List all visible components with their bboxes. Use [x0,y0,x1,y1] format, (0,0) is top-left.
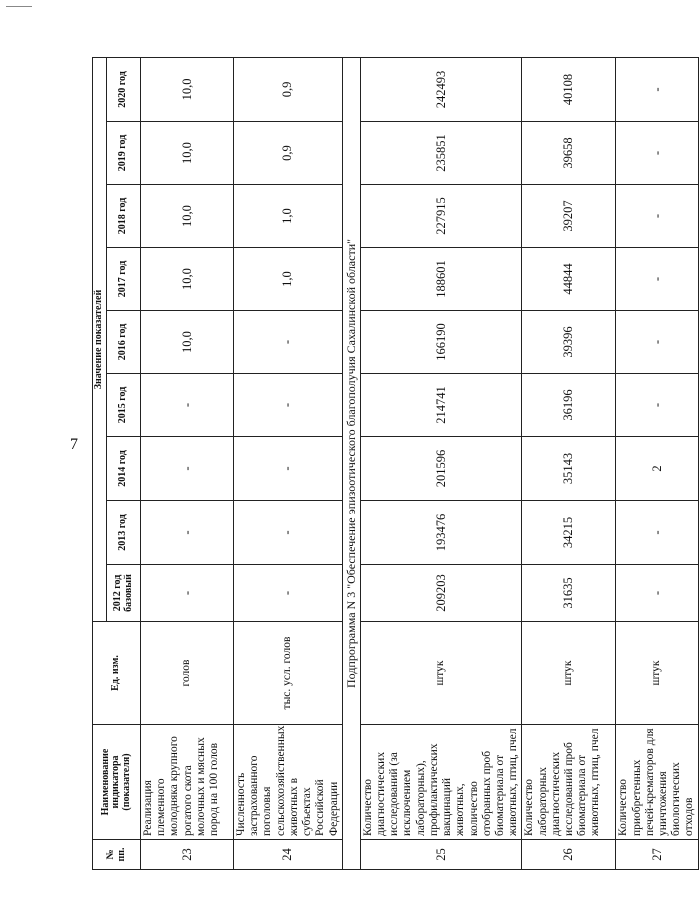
header-values-group: Значение показателей [93,57,107,621]
row-number: 27 [616,840,698,870]
header-unit: Ед. изм. [93,622,141,725]
value-cell: - [141,437,234,501]
header-year: 2017 год [107,248,141,311]
page-number: 7 [70,436,78,453]
indicator-name: Количество диагностических исследований (за исключением лабораторных), профилактических вакцинаций животных, количество отобранных проб биоматериала от животных, птиц, пчел [360,725,522,840]
value-cell: - [234,501,343,565]
value-cell: - [141,501,234,565]
value-cell: - [141,374,234,437]
header-year: 2014 год [107,437,141,501]
value-cell: 35143 [522,437,616,501]
table-row [522,57,616,869]
value-cell: 40108 [522,57,616,121]
value-cell: 227915 [360,185,522,248]
value-cell: - [616,122,698,185]
value-cell: 39658 [522,122,616,185]
value-cell: 39207 [522,185,616,248]
header-year: 2016 год [107,311,141,374]
row-number: 24 [234,840,343,870]
value-cell: 0,9 [234,57,343,121]
value-cell: - [234,374,343,437]
unit-cell: голов [141,622,234,725]
value-cell: 31635 [522,565,616,622]
value-cell: 209203 [360,565,522,622]
row-number: 23 [141,840,234,870]
unit-cell: штук [360,622,522,725]
value-cell: 214741 [360,374,522,437]
value-cell: 10,0 [141,248,234,311]
value-cell: 10,0 [141,185,234,248]
unit-cell: тыс. усл. голов [234,622,343,725]
value-cell: 39396 [522,311,616,374]
value-cell: 188601 [360,248,522,311]
header-year: 2013 год [107,501,141,565]
value-cell: - [141,565,234,622]
value-cell: - [234,565,343,622]
value-cell: - [616,501,698,565]
unit-cell: штук [616,622,698,725]
header-year: 2019 год [107,122,141,185]
indicator-name: Количество приобретенных печей-крематоров для уничтожения биологических отходов [616,725,698,840]
header-year: 2015 год [107,374,141,437]
header-year: 2018 год [107,185,141,248]
value-cell: - [234,311,343,374]
value-cell: 2 [616,437,698,501]
value-cell: 10,0 [141,57,234,121]
indicator-name: Численность застрахованного поголовья сельскохозяйственных животных в субъектах Российской Федерации [234,725,343,840]
value-cell: - [616,311,698,374]
table-row [141,57,234,869]
row-number: 26 [522,840,616,870]
value-cell: 44844 [522,248,616,311]
table-row [360,57,522,869]
indicator-table-wrapper [92,58,696,870]
value-cell: - [616,185,698,248]
value-cell: - [234,437,343,501]
row-number: 25 [360,840,522,870]
value-cell: 10,0 [141,122,234,185]
value-cell: 166190 [360,311,522,374]
indicator-name: Количество лабораторных диагностических исследований проб биоматериала от животных, птиц, пчел [522,725,616,840]
header-year: 2012 год базовый [107,565,141,622]
subprogram-title: Подпрограмма N 3 "Обеспечение эпизоотического благополучия Сахалинской области" [342,57,360,869]
unit-cell: штук [522,622,616,725]
indicator-table [92,57,699,870]
value-cell: 0,9 [234,122,343,185]
table-row [234,57,343,869]
indicator-name: Реализация племенного молодняка крупного рогатого скота молочных и мясных пород на 100 голов [141,725,234,840]
value-cell: 36196 [522,374,616,437]
header-name: Наименование индикатора (показателя) [93,725,141,840]
header-no: № пп. [93,840,141,870]
scan-edge-mark [6,6,32,7]
value-cell: - [616,374,698,437]
value-cell: 235851 [360,122,522,185]
value-cell: - [616,57,698,121]
value-cell: - [616,565,698,622]
table-row [616,57,698,869]
value-cell: 1,0 [234,185,343,248]
subprogram-row [342,57,360,869]
header-year: 2020 год [107,57,141,121]
value-cell: 10,0 [141,311,234,374]
value-cell: 201596 [360,437,522,501]
value-cell: 1,0 [234,248,343,311]
value-cell: 242493 [360,57,522,121]
value-cell: 34215 [522,501,616,565]
value-cell: - [616,248,698,311]
value-cell: 193476 [360,501,522,565]
